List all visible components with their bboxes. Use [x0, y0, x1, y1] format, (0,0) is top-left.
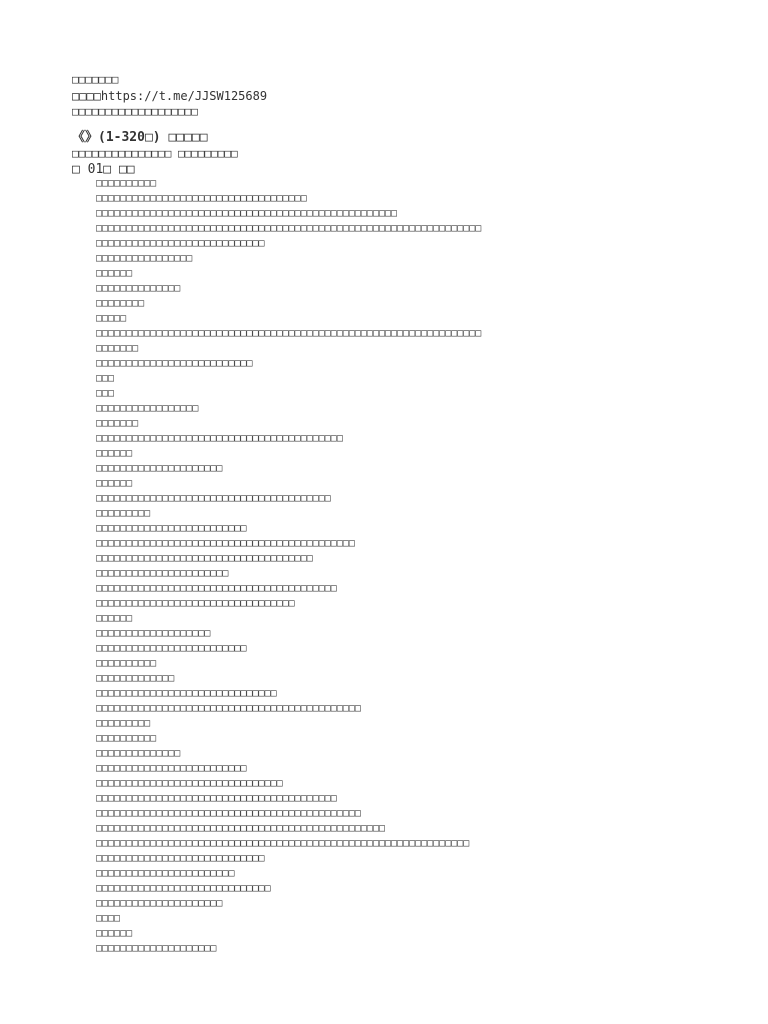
text-line: □□□□□□□□□□□□□□□□□□□□□□□□□□□□□ — [96, 883, 271, 894]
text-line: □□□□□□□□□ — [96, 508, 151, 519]
header-line-3: □□□□□□□□□□□□□□□□□□□ — [72, 105, 198, 118]
text-line: □□□□□□□□□□□□□□□□□□□□□□□□□□□□□□□□□ — [96, 598, 295, 609]
text-line: □□□□□□□□□□□□□□□□□□□□□ — [96, 898, 223, 909]
text-line: □□□□□□□□□□ — [96, 178, 157, 189]
text-line: □□□□□□□□□□□□□□□□□□□□□□□□□□□□ — [96, 853, 265, 864]
text-line: □□□□□□□□□ — [96, 718, 151, 729]
text-line: □□□□□□ — [96, 268, 133, 279]
text-line: □□□□□□□□□□□□□□□□□□□□□□□□□□□□□□ — [96, 688, 277, 699]
text-line: □□□□□□□□□□□□□□□□□□□□□□□ — [96, 868, 235, 879]
text-line: □□□□□□□□□□□□□□□□□□□□□□□□□ — [96, 643, 247, 654]
text-line: □□□□□□□□□□□□□□□□□□□□□□□□□□□□□□□ — [96, 778, 283, 789]
text-line: □□□ — [96, 388, 115, 399]
text-line: □□□□□□□□□□□□□□□□□□□□□□□□□□□□□□□□□□□□□□□□□□□□ — [96, 703, 361, 714]
text-line: □□□□□□□□□□□□□□ — [96, 283, 181, 294]
text-line: □□□□□□□□□□□□□□ — [96, 748, 181, 759]
book-subtitle: □□□□□□□□□□□□□□□ □□□□□□□□□ — [72, 147, 238, 160]
text-line: □□□□□□□□□□□□□□□□□□□□□ — [96, 463, 223, 474]
text-line: □□□□□□□□□□□□□□□□□□□□□□□□□□□□□□□□□□□□□□□□□□□□□□□□□□□□□□□□□□□□□□ — [96, 838, 470, 849]
text-line: □□□□□□□□□□□□□ — [96, 673, 175, 684]
text-line: □□□□□□□□□□□□□□□□□□□ — [96, 628, 211, 639]
text-line: □□□□□□□ — [96, 418, 139, 429]
header-link-line[interactable]: □□□□https://t.me/JJSW125689 — [72, 89, 268, 103]
text-line: □□□□□□□□□□□□□□□□□□□□□□□□□□□□□□□□□□□□□□□□ — [96, 793, 337, 804]
text-line: □□□□ — [96, 913, 121, 924]
text-line: □□□□□□□□□□□□□□□□□□□□□□□□□□□□□□□□□□□□□□□□□□□□□□□□ — [96, 823, 385, 834]
text-line: □□□□□□□□□□□□□□□□□□□□□□□□□□□□□□□□□□□□□□□□□□□□ — [96, 808, 361, 819]
chapter-heading: □ 01□ □□ — [72, 162, 135, 177]
text-line: □□□□□□□□□□□□□□□□□□□□□□□□□□□□□□□□□□□□□□□□□ — [96, 433, 343, 444]
text-line: □□□□□□□□□□□□□□□□□□□□□□□□□□□□□□□□□□□□□□□□□□□ — [96, 538, 355, 549]
text-line: □□□□□□□□□□□□□□□□□□□□□□□□□□□□□□□□□□□□ — [96, 553, 313, 564]
text-line: □□□□□□□□□□ — [96, 733, 157, 744]
text-line: □□□□□□□□□□□□□□□□□□□□□□□□□□□□□□□□□□□□□□□□□□□□□□□□□□ — [96, 208, 398, 219]
text-line: □□□□□□□□□□□□□□□□□□□□□□□□□□□□ — [96, 238, 265, 249]
text-line: □□□□□□□□□□□□□□□□ — [96, 253, 193, 264]
text-line: □□□□□□□□□□□□□□□□□□□□□□□□□□□□□□□□□□□□□□□□ — [96, 583, 337, 594]
text-line: □□□□□□□□ — [96, 298, 145, 309]
text-line: □□□□□□ — [96, 478, 133, 489]
text-line: □□□□□□□□□□□□□□□□□□□□□□□□□ — [96, 523, 247, 534]
section-heading — [72, 130, 238, 178]
text-line: □□□□□□□□□□□□□□□□□□□□□□ — [96, 568, 229, 579]
text-line: □□□□□□□□□□□□□□□□□□□□□□□□□□ — [96, 358, 253, 369]
text-line: □□□□□□□□□□□□□□□□□□□□□□□□□□□□□□□□□□□□□□□ — [96, 493, 331, 504]
header-line-1: □□□□□□□ — [72, 73, 119, 86]
text-line: □□□□□□□□□□ — [96, 658, 157, 669]
text-line: □□□□□□ — [96, 613, 133, 624]
text-line: □□□□□□□□□□□□□□□□□□□□□□□□□□□□□□□□□□□□□□□□□□□□□□□□□□□□□□□□□□□□□□□□ — [96, 223, 482, 234]
text-line: □□□□□□□ — [96, 343, 139, 354]
text-line: □□□□□□□□□□□□□□□□□□□□□□□□□ — [96, 763, 247, 774]
book-title: 《》(1-320□) □□□□□ — [72, 130, 208, 145]
text-line: □□□□□□□□□□□□□□□□□□□□ — [96, 943, 217, 954]
text-line: □□□□□□□□□□□□□□□□□□□□□□□□□□□□□□□□□□□□□□□□□□□□□□□□□□□□□□□□□□□□□□□□ — [96, 328, 482, 339]
text-line: □□□□□□ — [96, 448, 133, 459]
text-line: □□□□□□ — [96, 928, 133, 939]
text-line: □□□ — [96, 373, 115, 384]
document-header — [72, 72, 267, 120]
text-line: □□□□□□□□□□□□□□□□□□□□□□□□□□□□□□□□□□□ — [96, 193, 307, 204]
text-lines — [96, 176, 481, 956]
text-line: □□□□□ — [96, 313, 127, 324]
text-line: □□□□□□□□□□□□□□□□□ — [96, 403, 199, 414]
